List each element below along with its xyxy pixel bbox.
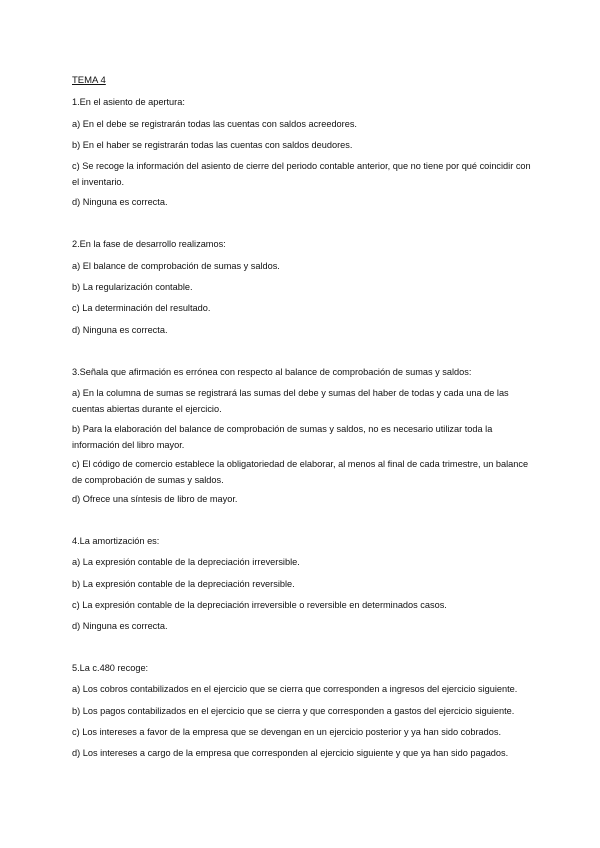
question-2: 2.En la fase de desarrollo realizamos:: [72, 239, 226, 249]
question-1-option-d: d) Ninguna es correcta.: [72, 197, 168, 207]
question-3-option-c: c) El código de comercio establece la obligatoriedad de elaborar, al menos al final de cada trimestre, un balance de comprobación de sumas y saldos.: [72, 459, 529, 485]
question-4-option-c: c) La expresión contable de la depreciación irreversible o reversible en determinados casos.: [72, 600, 447, 610]
question-2-option-d: d) Ninguna es correcta.: [72, 325, 168, 335]
question-5-option-d: d) Los intereses a cargo de la empresa que corresponden al ejercicio siguiente y que ya han sido pagados.: [72, 748, 509, 758]
question-1-option-a: a) En el debe se registrarán todas las cuentas con saldos acreedores.: [72, 119, 357, 129]
page-title: TEMA 4: [72, 75, 106, 86]
question-3-option-b: b) Para la elaboración del balance de comprobación de sumas y saldos, no es necesario utilizar toda la información del libro mayor.: [72, 424, 493, 450]
question-2-option-c: c) La determinación del resultado.: [72, 303, 211, 313]
question-5-option-c: c) Los intereses a favor de la empresa que se devengan en un ejercicio posterior y ya han sido cobrados.: [72, 727, 501, 737]
question-1-option-b: b) En el haber se registrarán todas las cuentas con saldos deudores.: [72, 140, 353, 150]
question-1: 1.En el asiento de apertura:: [72, 97, 185, 107]
question-4: 4.La amortización es:: [72, 536, 160, 546]
question-3-option-a: a) En la columna de sumas se registrará las sumas del debe y sumas del haber de todas y cada una de las cuentas abiertas durante el ejercicio.: [72, 388, 509, 414]
question-3-option-d: d) Ofrece una síntesis de libro de mayor.: [72, 494, 238, 504]
question-3: 3.Señala que afirmación es errónea con respecto al balance de comprobación de sumas y saldos:: [72, 367, 472, 377]
question-5-option-b: b) Los pagos contabilizados en el ejercicio que se cierra y que corresponden a gastos del ejercicio siguiente.: [72, 706, 515, 716]
question-5: 5.La c.480 recoge:: [72, 663, 149, 673]
question-5-option-a: a) Los cobros contabilizados en el ejercicio que se cierra que corresponden a ingresos del ejercicio siguiente.: [72, 684, 518, 694]
question-4-option-b: b) La expresión contable de la depreciación reversible.: [72, 579, 295, 589]
question-4-option-a: a) La expresión contable de la depreciación irreversible.: [72, 557, 300, 567]
question-2-option-b: b) La regularización contable.: [72, 282, 193, 292]
question-4-option-d: d) Ninguna es correcta.: [72, 621, 168, 631]
question-1-option-c: c) Se recoge la información del asiento de cierre del periodo contable anterior, que no tiene por qué coincidir con el inventario.: [72, 161, 531, 187]
question-2-option-a: a) El balance de comprobación de sumas y saldos.: [72, 261, 280, 271]
